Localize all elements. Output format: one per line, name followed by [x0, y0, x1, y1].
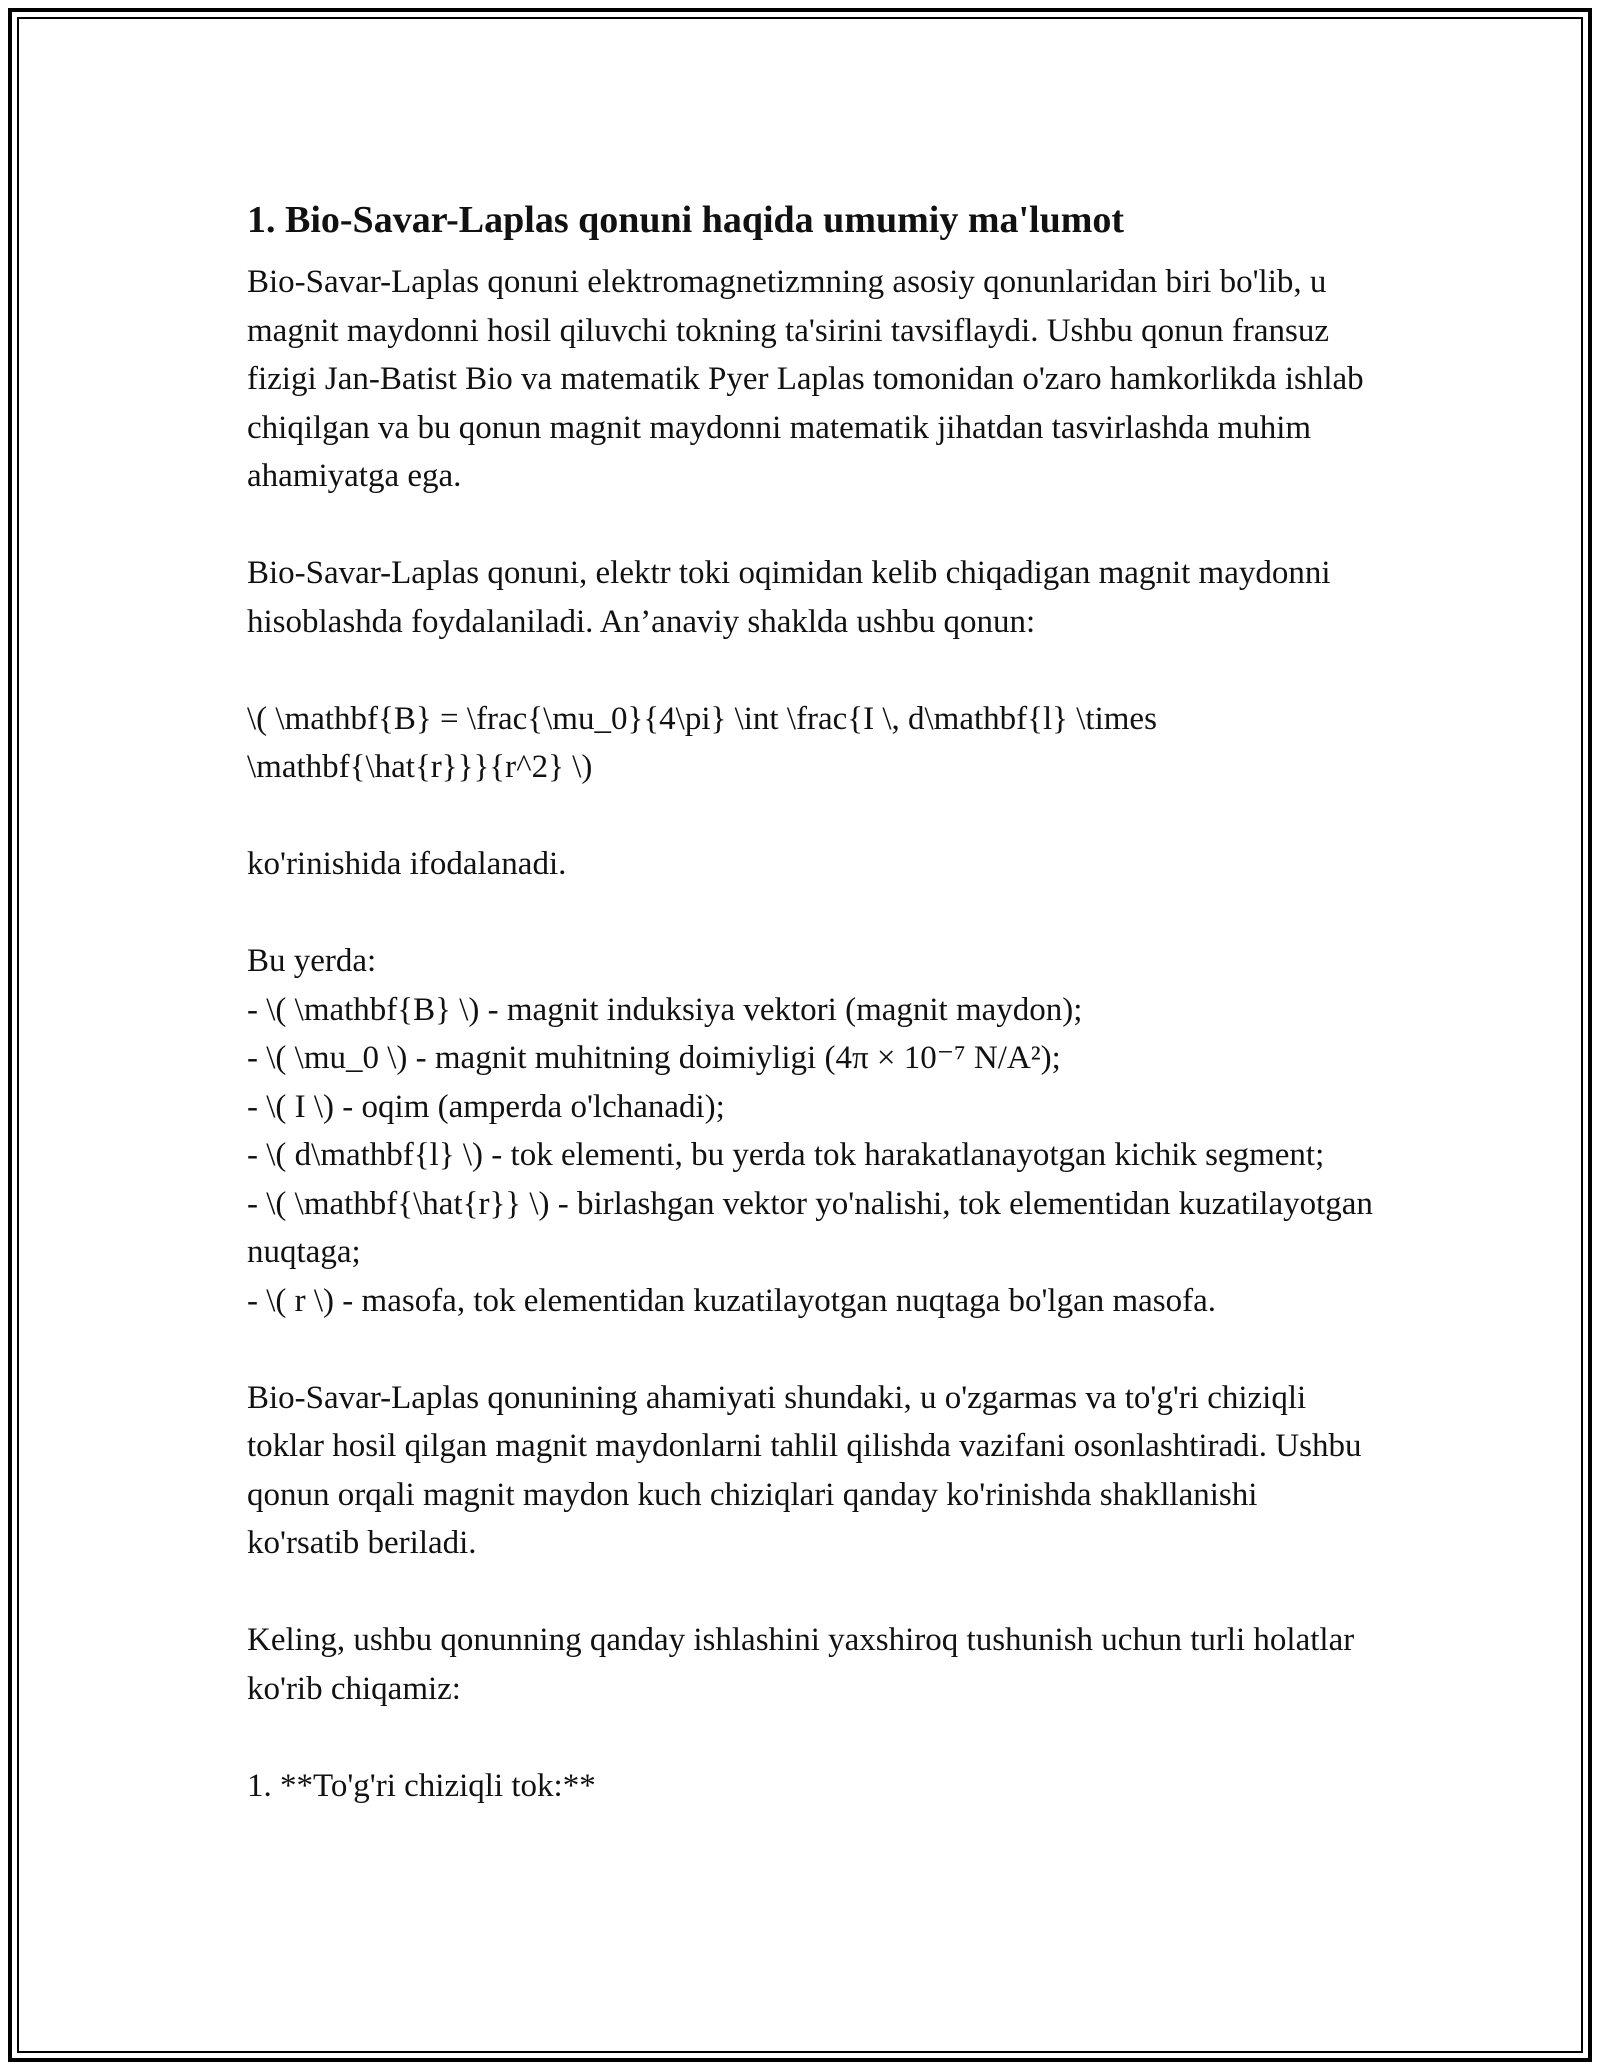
- intro-paragraph: Bio-Savar-Laplas qonuni elektromagnetizmning asosiy qonunlaridan biri bo'lib, u magnit maydonni hosil qiluvchi tokning ta'sirini tavsiflaydi. Ushbu qonun fransuz fizigi Jan-Batist Bio va matematik Pyer Laplas tomonidan o'zaro hamkorlikda ishlab chiqilgan va bu qonun magnit maydonni matematik jihatdan tasvirlashda muhim ahamiyatga ega.: [247, 264, 1364, 494]
- formula-text: \( \mathbf{B} = \frac{\mu_0}{4\pi} \int \frac{I \, d\mathbf{l} \times \mathbf{\hat{r}}}{r^2} \): [247, 700, 1157, 785]
- definition-item: - \( \mu_0 \) - magnit muhitning doimiyligi (4π × 10⁻⁷ N/A²);: [247, 1040, 1061, 1076]
- definition-item: - \( d\mathbf{l} \) - tok elementi, bu yerda tok harakatlanayotgan kichik segment;: [247, 1137, 1325, 1173]
- definition-item: - \( r \) - masofa, tok elementidan kuzatilayotgan nuqtaga bo'lgan masofa.: [247, 1282, 1217, 1319]
- usage-paragraph: Bio-Savar-Laplas qonuni, elektr toki oqimidan kelib chiqadigan magnit maydonni hisoblashda foydalaniladi. An’anaviy shaklda ushbu qonun:: [247, 555, 1331, 640]
- definitions-list: [247, 937, 1377, 1325]
- definition-item: - \( I \) - oqim (amperda o'lchanadi);: [247, 1088, 725, 1125]
- formula-suffix: ko'rinishida ifodalanadi.: [247, 846, 567, 882]
- significance-paragraph: Bio-Savar-Laplas qonunining ahamiyati shundaki, u o'zgarmas va to'g'ri chiziqli toklar hosil qilgan magnit maydonlarni tahlil qilishda vazifani osonlashtiradi. Ushbu qonun orqali magnit maydon kuch chiziqlari qanday ko'rinishda shakllanishi ko'rsatib beriladi.: [247, 1379, 1362, 1561]
- definition-item: - \( \mathbf{\hat{r}} \) - birlashgan vektor yo'nalishi, tok elementidan kuzatilayotgan nuqtaga;: [247, 1185, 1373, 1270]
- case-1-heading: 1. **To'g'ri chiziqli tok:**: [247, 1767, 596, 1804]
- definition-item: - \( \mathbf{B} \) - magnit induksiya vektori (magnit maydon);: [247, 991, 1083, 1028]
- page-frame: [8, 8, 1592, 2062]
- definitions-intro: Bu yerda:: [247, 943, 377, 979]
- section-heading: 1. Bio-Savar-Laplas qonuni haqida umumiy ma'lumot: [247, 199, 1125, 241]
- cases-intro-paragraph: Keling, ushbu qonunning qanday ishlashini yaxshiroq tushunish uchun turli holatlar ko'rib chiqamiz:: [247, 1622, 1355, 1707]
- document-body: [247, 196, 1377, 1859]
